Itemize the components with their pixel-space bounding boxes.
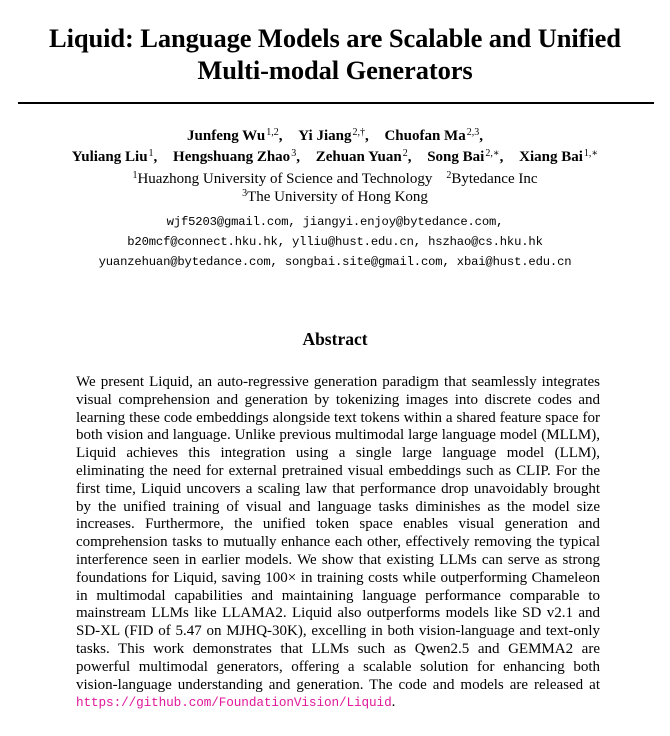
title-line-2: Multi-modal Generators xyxy=(197,55,473,85)
email-list xyxy=(0,212,670,272)
author: Yuliang Liu$^1$, xyxy=(71,148,158,165)
code-repo-link[interactable]: https://github.com/FoundationVision/Liquid xyxy=(76,695,392,711)
affiliation: $^2$Bytedance Inc xyxy=(446,170,538,187)
author: Yi Jiang$^{2,\dagger}$, xyxy=(298,127,369,144)
email-line: wjf5203@gmail.com, jiangyi.enjoy@bytedance.com, xyxy=(166,215,504,229)
author: Song Bai$^{2,∗}$, xyxy=(427,148,504,165)
author-list xyxy=(0,126,670,168)
abstract-heading: Abstract xyxy=(302,329,368,349)
title-line-1: Liquid: Language Models are Scalable and Unified xyxy=(49,23,621,53)
author: Hengshuang Zhao$^3$, xyxy=(173,148,300,165)
paper-title xyxy=(0,22,670,86)
author-line-1 xyxy=(0,126,670,147)
author: Chuofan Ma$^{2,3}$, xyxy=(384,127,483,144)
affiliation-line-2 xyxy=(0,188,670,206)
abstract-text: We present Liquid, an auto-regressive generation paradigm that seamlessly integrates visual comprehension and generation by tokenizing images into discrete codes and learning these code embeddings alongside text tokens within a shared feature space for both vision and language. Unlike previous multimodal large language model (MLLM), Liquid achieves this integration using a single large language model (LLM), eliminating the need for external pretrained visual embeddings such as CLIP. For the first time, Liquid uncovers a scaling law that performance drop unavoidably brought by the unified training of visual and language tasks diminishes as the model size increases. Furthermore, the unified token space enables visual generation and comprehension tasks to mutually enhance each other, effectively removing the typical interference seen in earlier models. We show that existing LLMs can serve as strong foundations for Liquid, saving 100× in training costs while outperforming Chameleon in multimodal capabilities and maintaining language performance comparable to mainstream LLMs like LLAMA2. Liquid also outperforms models like SD v2.1 and SD-XL (FID of 5.47 on MJHQ-30K), excelling in both vision-language and text-only tasks. This work demonstrates that LLMs such as Qwen2.5 and GEMMA2 are powerful multimodal generators, offering a scalable solution for enhancing both vision-language understanding and generation. The code and models are released at xyxy=(76,374,600,693)
author: Xiang Bai$^{1,∗}$ xyxy=(519,148,599,165)
affiliation: $^3$The University of Hong Kong xyxy=(242,188,428,205)
abstract-body xyxy=(76,374,600,712)
author: Zehuan Yuan$^2$, xyxy=(315,148,412,165)
affiliations xyxy=(0,170,670,206)
author-line-2 xyxy=(0,147,670,168)
affiliation: $^1$Huazhong University of Science and Technology xyxy=(132,170,433,187)
affiliation-line-1 xyxy=(0,170,670,188)
abstract-end: . xyxy=(391,694,396,711)
email-line: yuanzehuan@bytedance.com, songbai.site@gmail.com, xbai@hust.edu.cn xyxy=(98,255,572,269)
email-line: b20mcf@connect.hku.hk, ylliu@hust.edu.cn, hszhao@cs.hku.hk xyxy=(127,235,543,249)
title-divider xyxy=(18,102,654,104)
author: Junfeng Wu$^{1,2}$, xyxy=(187,127,283,144)
